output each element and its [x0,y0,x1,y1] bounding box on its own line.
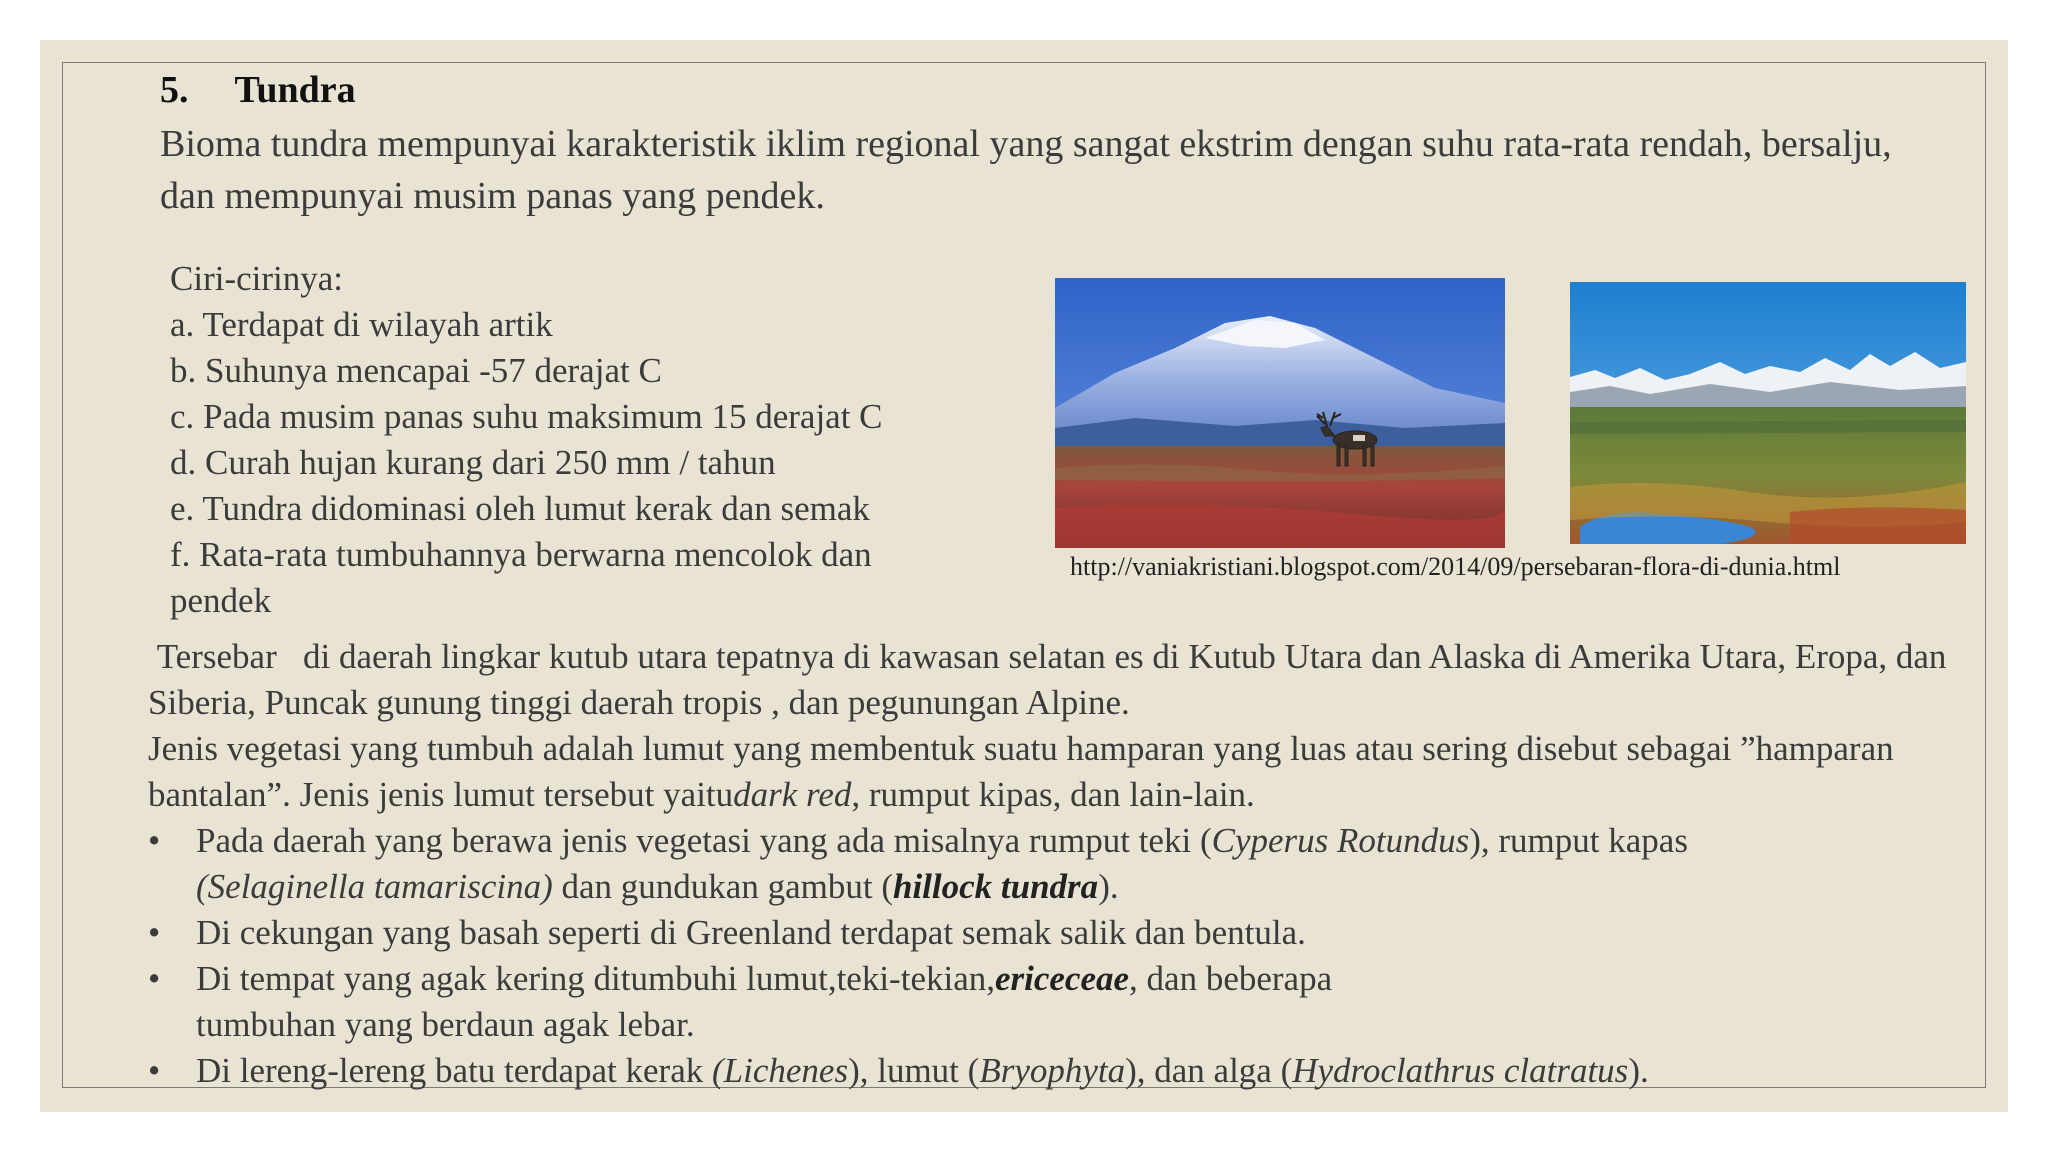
characteristic-item: b. Suhunya mencapai -57 derajat C [170,351,662,390]
intro-paragraph: Bioma tundra mempunyai karakteristik iklim regional yang sangat ekstrim dengan suhu rata-rata rendah, bersalju, dan mempunyai musim panas yang pendek. [160,123,1892,217]
tundra-landscape-photo [1570,282,1966,544]
text-run: ), rumput kapas [1469,821,1688,860]
bullet-marker: • [148,1051,161,1090]
bullet-item [148,1048,1978,1094]
slide [40,40,2008,1112]
text-run: ). [1628,1051,1649,1090]
text-run: ), dan alga ( [1125,1051,1293,1090]
text-run: , dan beberapa tumbuhan yang berdaun agak lebar. [196,959,1333,1044]
characteristic-item: d. Curah hujan kurang dari 250 mm / tahun [170,443,776,482]
text-run: dan gundukan gambut ( [552,867,893,906]
text-run: ). [1098,867,1119,906]
text-run: Pada daerah yang berawa jenis vegetasi yang ada misalnya rumput teki ( [196,821,1212,860]
text-run: Di lereng-lereng batu terdapat kerak [196,1051,712,1090]
bullet-marker: • [148,913,161,952]
distribution-paragraph: Tersebar di daerah lingkar kutub utara tepatnya di kawasan selatan es di Kutub Utara dan Alaska di Amerika Utara, Eropa, dan Siberia, Puncak gunung tinggi daerah tropis , dan pegunungan Alpine. [148,637,1956,722]
bold-italic-term: ericeceae [994,959,1130,998]
text-run: , rumput kipas, dan lain-lain. [851,775,1255,814]
vegetation-bullet-list [148,818,1978,1094]
image-source-url: http://vaniakristiani.blogspot.com/2014/09/persebaran-flora-di-dunia.html [1070,552,1841,581]
vegetation-paragraph [148,726,1978,818]
bullet-marker: • [148,959,161,998]
bold-italic-term: hillock tundra [892,867,1099,906]
characteristics-list [170,256,883,624]
italic-term: dark red [733,775,852,814]
italic-term: Hydroclathrus clatratus [1292,1051,1629,1090]
text-run: ), lumut ( [848,1051,980,1090]
section-heading [160,68,356,112]
bullet-item [148,956,1978,1048]
characteristic-item: c. Pada musim panas suhu maksimum 15 derajat C [170,397,883,436]
heading-number: 5. [160,69,189,111]
characteristic-item: a. Terdapat di wilayah artik [170,305,553,344]
characteristic-item: e. Tundra didominasi oleh lumut kerak dan semak [170,489,870,528]
italic-term: (Lichenes [712,1051,849,1090]
italic-term: Cyperus Rotundus [1211,821,1470,860]
bullet-item [148,910,1978,956]
text-run: Di cekungan yang basah seperti di Greenland terdapat semak salik dan bentula. [196,913,1306,952]
bullet-marker: • [148,821,161,860]
characteristic-item: pendek [170,581,272,620]
bullet-item [148,818,1978,910]
heading-title: Tundra [234,69,356,111]
italic-term: Bryophyta [979,1051,1126,1090]
text-run: Jenis vegetasi yang tumbuh adalah lumut yang membentuk suatu hamparan yang luas atau sering disebut sebagai ”hamparan bantalan”. Jenis jenis lumut tersebut yaitu [148,729,1894,814]
tundra-reindeer-photo [1055,278,1505,548]
text-run: Di tempat yang agak kering ditumbuhi lumut,teki-tekian, [196,959,995,998]
body-text [148,634,1978,1094]
characteristic-item: f. Rata-rata tumbuhannya berwarna mencolok dan [170,535,872,574]
characteristics-label: Ciri-cirinya: [170,259,344,298]
italic-term: (Selaginella tamariscina) [196,867,553,906]
